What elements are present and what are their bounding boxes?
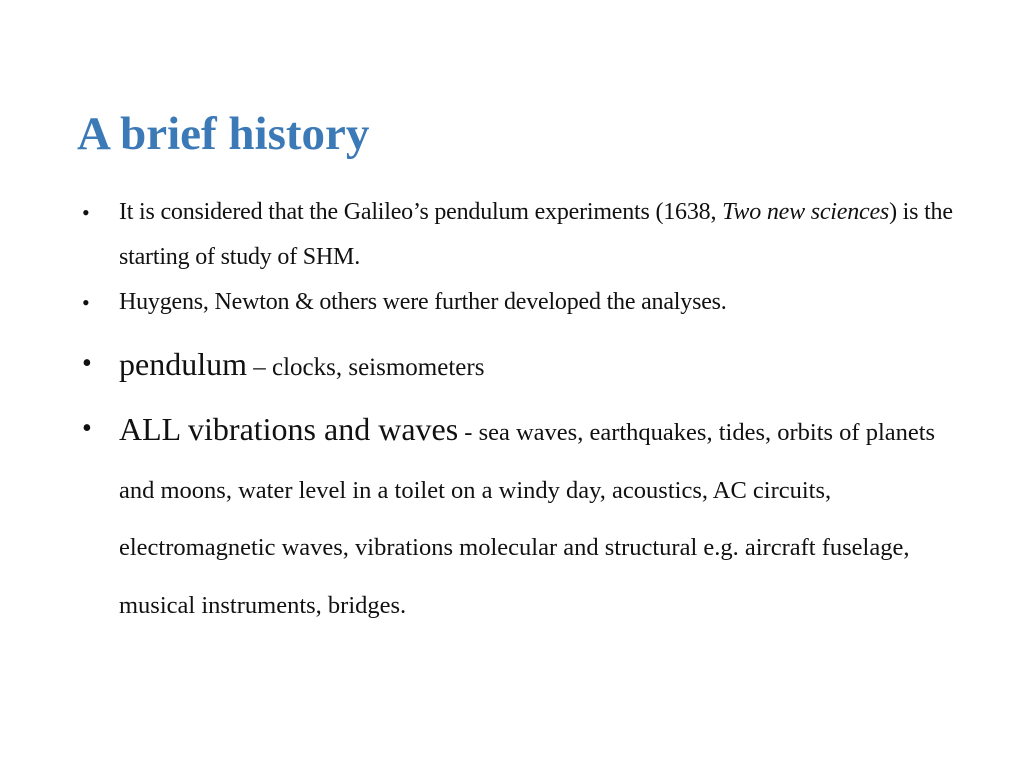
- bullet-text: – clocks, seismometers: [246, 354, 485, 381]
- bullet-dot: •: [82, 413, 92, 444]
- bullet-dot: •: [82, 200, 90, 225]
- bullet-list: [78, 190, 958, 636]
- bullet-lead: ALL vibrations and waves: [119, 411, 459, 447]
- bullet-text: It is considered that the Galileo’s pendulum experiments (1638,: [119, 199, 723, 225]
- bullet-text: ) is the starting of study of SHM.: [119, 199, 953, 270]
- bullet-text: - sea waves, earthquakes, tides, orbits of planets and moons, water level in a toilet on a windy day, acoustics, AC circuits, electromagnetic waves, vibrations molecular and structural e.g. aircraft fuselage, musical instruments, bridges.: [119, 419, 936, 619]
- bullet-item-pendulum: [78, 333, 958, 402]
- bullet-item-vibrations: [78, 402, 958, 636]
- slide-title: A brief history: [77, 108, 370, 160]
- bullet-dot: •: [82, 348, 92, 379]
- bullet-item-huygens: [78, 280, 958, 325]
- bullet-item-galileo: [78, 190, 958, 280]
- bullet-dot: •: [82, 290, 90, 315]
- bullet-text: Huygens, Newton & others were further developed the analyses.: [119, 289, 727, 315]
- book-title: Two new sciences: [722, 199, 890, 225]
- bullet-lead: pendulum: [119, 346, 247, 382]
